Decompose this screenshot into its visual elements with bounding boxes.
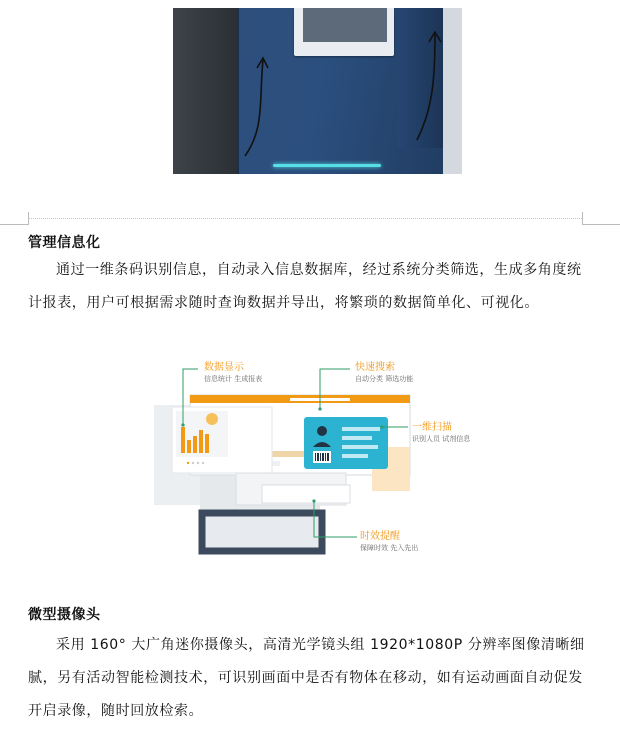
section-body-management: 通过一维条码识别信息，自动录入信息数据库，经过系统分类筛选，生成多角度统计报表，用户可根据需求随时查询数据并导出，将繁琐的数据简单化、可视化。: [28, 262, 582, 311]
page-break-line: [28, 218, 582, 219]
section-heading-camera: 微型摄像头: [28, 607, 101, 623]
callout-quick-search: [355, 360, 413, 383]
photo-background: [443, 8, 462, 174]
callout-title: 时效提醒: [360, 531, 400, 542]
callout-subtitle: 识别人员 试剂信息: [412, 435, 470, 443]
callout-title: 快速搜索: [355, 362, 395, 373]
callout-subtitle: 自动分类 筛选功能: [355, 375, 414, 383]
arrow-icons: [173, 8, 462, 174]
section-body-camera: 采用 160° 大广角迷你摄像头，高清光学镜头组 1920*1080P 分辨率图像清晰细腻，另有活动智能检测技术，可识别画面中是否有物体在移动，如有运动画面自动促发开启录像，随时回放检索。: [28, 637, 585, 719]
callout-expiry-reminder: [360, 529, 418, 552]
management-illustration: [150, 355, 470, 565]
section-heading-management: 管理信息化: [28, 235, 101, 251]
callout-barcode-scan: [412, 420, 470, 443]
dashboard-illustration: [150, 355, 470, 565]
page-break-mark-left: [0, 212, 29, 225]
page-break-mark-right: [582, 212, 620, 225]
callout-title: 数据显示: [204, 362, 244, 373]
kiosk-led-strip: [273, 164, 381, 167]
callout-title: 一维扫描: [412, 422, 452, 433]
callout-subtitle: 保障时效 先入先出: [360, 544, 419, 552]
kiosk-photo: [173, 8, 462, 174]
callout-subtitle: 信息统计 生成报表: [204, 375, 263, 383]
callout-data-display: [204, 360, 262, 383]
